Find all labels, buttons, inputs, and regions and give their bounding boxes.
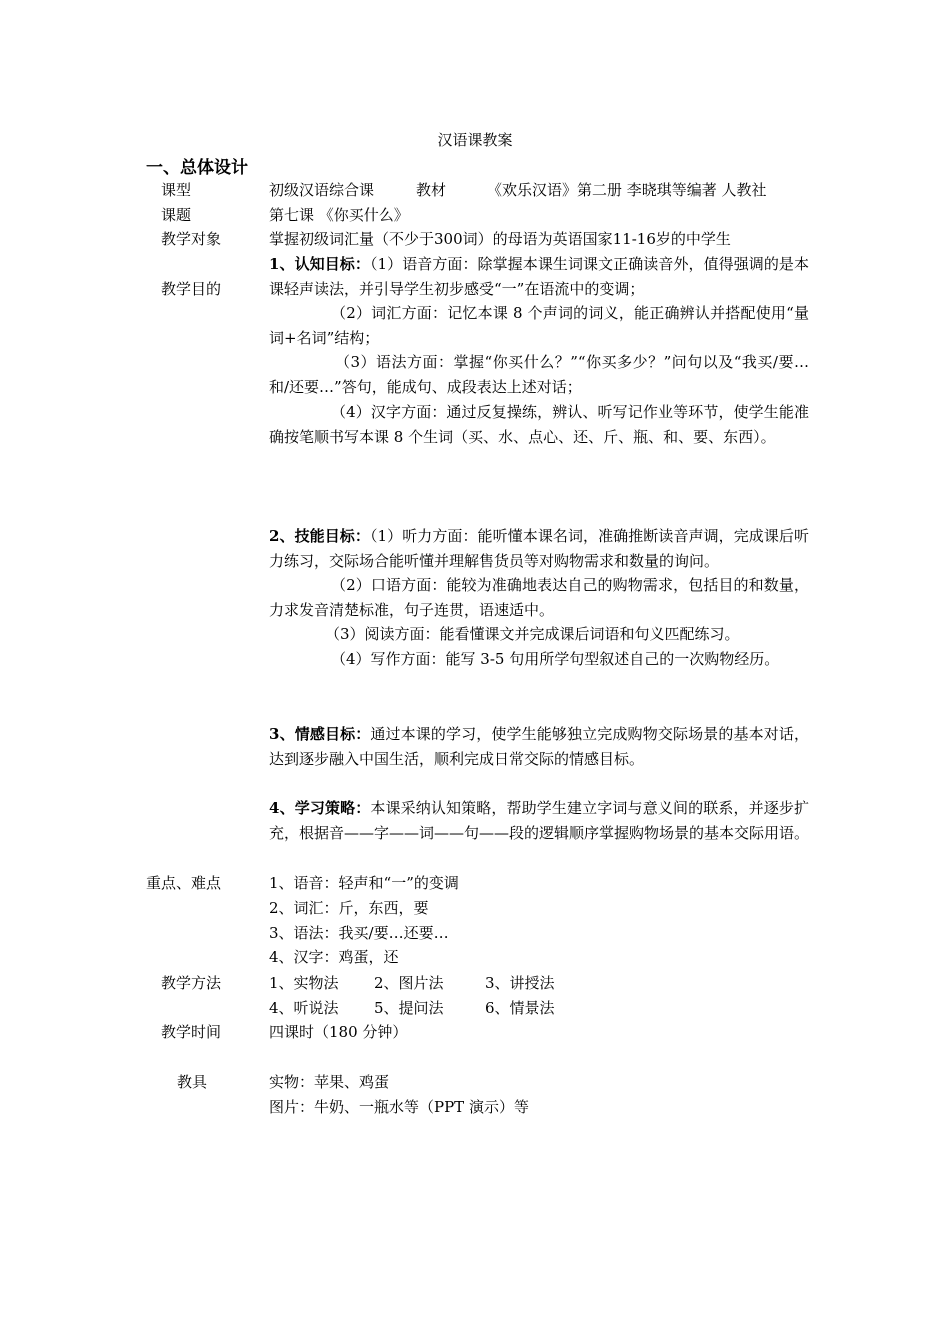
goal-2-speaking: （2）口语方面：能较为准确地表达自己的购物需求，包括目的和数量，力求发音清楚标准，句子连贯，语速适中。	[269, 576, 809, 619]
goal-2-writing: （4）写作方面：能写 3-5 句用所学句型叙述自己的一次购物经历。	[331, 650, 780, 668]
label-time: 教学时间	[161, 1023, 222, 1041]
goal-1-grammar: （3）语法方面：掌握“你买什么？”“你买多少？”问句以及“我买/要…和/还要…”答句，能成句、成段表达上述对话；	[269, 353, 809, 396]
keypoint-item: 3、语法：我买/要…还要…	[269, 924, 449, 942]
keypoint-item: 2、词汇：斤，东西，要	[269, 899, 429, 917]
value-course-type: 初级汉语综合课	[269, 181, 375, 199]
label-methods: 教学方法	[161, 974, 222, 992]
goal-1-heading: 1、认知目标：	[269, 255, 370, 273]
value-textbook: 《欢乐汉语》第二册 李晓琪等编著 人教社	[487, 181, 767, 199]
label-goals: 教学目的	[161, 280, 222, 298]
tool-item: 实物：苹果、鸡蛋	[269, 1073, 390, 1091]
goal-3-emotion-text: 通过本课的学习，使学生能够独立完成购物交际场景的基本对话，达到逐步融入中国生活，顺利完成日常交际的情感目标。	[269, 725, 809, 768]
label-course-type: 课型	[161, 181, 192, 199]
tool-item: 图片：牛奶、一瓶水等（PPT 演示）等	[269, 1098, 529, 1116]
method-item: 1、实物法	[269, 974, 339, 992]
goal-1-characters: （4）汉字方面：通过反复操练，辨认、听写记作业等环节，使学生能准确按笔顺书写本课 8 个生词（买、水、点心、还、斤、瓶、和、要、东西）。	[269, 403, 809, 446]
goal-4-strategy	[269, 796, 809, 845]
keypoint-item: 1、语音：轻声和“一”的变调	[269, 874, 459, 892]
goal-1-phonetics-text: （1）语音方面：除掌握本课生词课文正确读音外，值得强调的是本课轻声读法，并引导学生初步感受“一”在语流中的变调；	[269, 255, 809, 298]
method-item: 6、情景法	[485, 999, 555, 1017]
goal-4-strategy-text: 本课采纳认知策略，帮助学生建立字词与意义间的联系，并逐步扩充，根据音——字——词——句——段的逻辑顺序掌握购物场景的基本交际用语。	[269, 799, 810, 842]
goal-1-phonetics	[269, 252, 809, 301]
method-item: 3、讲授法	[485, 974, 555, 992]
method-item: 5、提问法	[374, 999, 444, 1017]
goal-2-heading: 2、技能目标：	[269, 527, 370, 545]
goal-4-heading: 4、学习策略：	[269, 799, 371, 817]
goal-2-listening	[269, 524, 809, 573]
label-topic: 课题	[161, 206, 192, 224]
goal-2-reading: （3）阅读方面：能看懂课文并完成课后词语和句义匹配练习。	[325, 625, 740, 643]
label-textbook: 教材	[416, 181, 447, 199]
goal-1-vocabulary: （2）词汇方面：记忆本课 8 个声词的词义，能正确辨认并搭配使用“量词+名词”结构；	[269, 304, 809, 347]
keypoint-item: 4、汉字：鸡蛋，还	[269, 948, 399, 966]
section-heading: 一、总体设计	[146, 158, 248, 178]
goal-2-listening-text: （1）听力方面：能听懂本课名词，准确推断读音声调，完成课后听力练习，交际场合能听懂并理解售货员等对购物需求和数量的询问。	[269, 527, 809, 570]
goal-3-emotion	[269, 722, 809, 771]
value-time: 四课时（180 分钟）	[269, 1023, 408, 1041]
label-audience: 教学对象	[161, 230, 222, 248]
document-title: 汉语课教案	[437, 131, 513, 149]
value-audience: 掌握初级词汇量（不少于300词）的母语为英语国家11-16岁的中学生	[269, 230, 731, 248]
label-tools: 教具	[177, 1073, 208, 1091]
method-item: 2、图片法	[374, 974, 444, 992]
value-topic: 第七课 《你买什么》	[269, 206, 409, 224]
label-keypoints: 重点、难点	[146, 874, 222, 892]
goal-3-heading: 3、情感目标：	[269, 725, 371, 743]
method-item: 4、听说法	[269, 999, 339, 1017]
